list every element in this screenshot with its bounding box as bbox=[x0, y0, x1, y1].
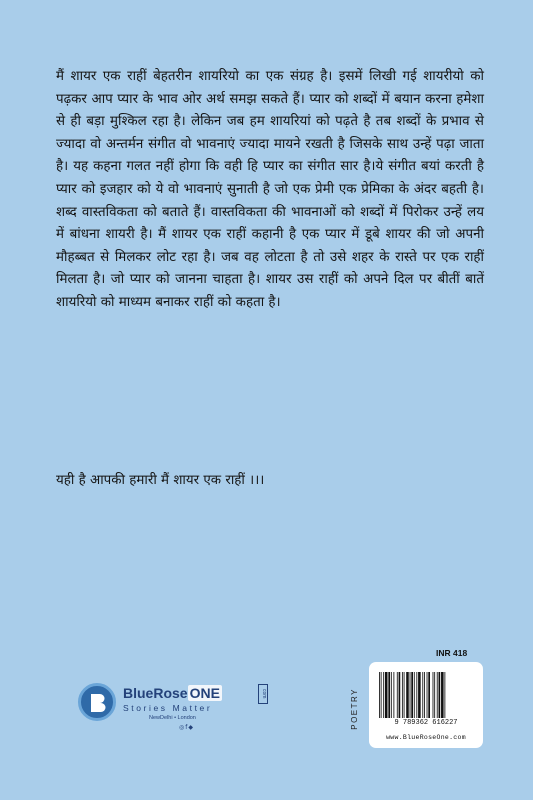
barcode-panel bbox=[369, 662, 483, 748]
publisher-website: www.BlueRoseOne.com bbox=[386, 734, 466, 741]
social-icons: ◎f◆ bbox=[179, 724, 194, 731]
publisher-slogan: Stories Matter bbox=[123, 703, 213, 713]
book-description: मैं शायर एक राहीं बेहतरीन शायरियो का एक संग्रह है। इसमें लिखी गई शायरीयो को पढ़कर आप प्यार के भाव ओर अर्थ समझ सकते हैं। प्यार को शब्दों में बयान करना हमेशा से ही बड़ा मुश्किल रहा है। लेकिन जब हम शायरियां को पढ़ते है तब शब्दों के प्रभाव से ज्यादा वो अन्तर्मन संगीत वो भावनाएं ज्यादा मायने रखती है जिसके साथ उन्हें पढ़ा जाता है। यह कहना गलत नहीं होगा कि वही हि प्यार का संगीत सार है।ये संगीत बयां करती है प्यार को इजहार को ये वो भावनाएं सुनाती है जो एक प्रेमी एक प्रेमिका के अंदर बहती है। शब्द वास्तविकता को बताते हैं। वास्तविकता की भावनाओं को शब्दों में पिरोकर उन्हें लय में बांधना शायरी है। मैं शायर एक राहीं कहानी है एक प्यार में डूबे शायर की जो अपनी मौहब्बत से मिलकर लोट रहा है। जब वह लोटता है तो उसे शहर के रास्ते पर एक राहीं मिलता है। जो प्यार को जानना चाहता है। शायर उस राहीं को अपने दिल पर बीतीं बातें शायरियो को माध्यम बनाकर राहीं को कहता है। bbox=[56, 69, 484, 310]
publisher-cities: NewDelhi • London bbox=[149, 715, 196, 721]
genre-label: POETRY bbox=[350, 688, 359, 730]
publisher-tag: com bbox=[258, 684, 268, 704]
isbn-barcode bbox=[378, 672, 474, 718]
isbn-number: 9 789362 616227 bbox=[394, 719, 458, 727]
closing-tagline: यही है आपकी हमारी मैं शायर एक राहीं ।।। bbox=[56, 473, 265, 488]
price-label: INR 418 bbox=[436, 648, 468, 658]
publisher-name: BlueRose ONE bbox=[123, 685, 220, 701]
publisher-logo bbox=[78, 683, 278, 743]
publisher-mark-icon bbox=[78, 683, 116, 721]
